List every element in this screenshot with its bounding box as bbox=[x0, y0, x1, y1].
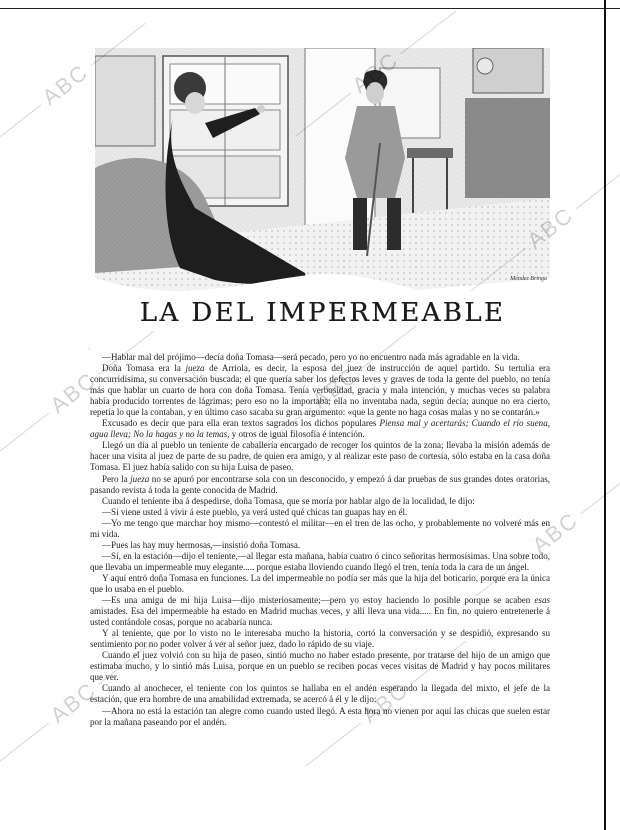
article-body bbox=[90, 352, 550, 728]
article-paragraph bbox=[90, 551, 550, 573]
text-run: y otros de igual filosofía é intención. bbox=[229, 429, 365, 440]
text-run: —Si viene usted á vivir á este pueblo, ya verá usted qué chicas tan guapas hay en él. bbox=[102, 506, 408, 517]
watermark: ABC bbox=[45, 676, 102, 729]
watermark: ABC bbox=[522, 201, 579, 254]
text-run: amistades. Esa del impermeable ha estado en Madrid muchas veces, y allí lleva una vida..... En fin, no quiero entretenerle á usted contándole cosas, porque no acabaría nunca. bbox=[90, 606, 550, 628]
article-paragraph bbox=[90, 363, 550, 418]
text-run: Excusado es decir que para ella eran textos sagrados los dichos populares bbox=[102, 418, 380, 429]
illustration-signature: Méndez Bringa bbox=[510, 276, 547, 282]
article-paragraph bbox=[90, 573, 550, 595]
text-run: —Es una amiga de mi hija Luisa—dijo misteriosamente;—pero yo estoy haciendo lo posible porque se acaben bbox=[102, 595, 535, 606]
article-paragraph bbox=[90, 474, 550, 496]
watermark: ABC bbox=[307, 361, 364, 414]
engraving-illustration-icon bbox=[95, 48, 550, 320]
article-title: LA DEL IMPERMEABLE bbox=[139, 298, 506, 328]
italic-run: Piensa mal y acertarás; Cuando el río suena, agua lleva; No la hagas y no la temas, bbox=[90, 418, 550, 440]
article-paragraph bbox=[90, 706, 550, 728]
text-run: Pero la bbox=[102, 473, 131, 484]
text-run: Llegó un día al pueblo un teniente de caballería encargado de recoger los quintos de la zona; llevaba la misión además de hacer una visita al juez de parte de su padre, de quien era amigo, y al realizar este paso de cortesía, sólo estaba en la casa doña Tomasa. El juez había salido con su hija Luisa de paseo. bbox=[90, 440, 550, 473]
text-run: —Ahora no está la estación tan alegre como cuando usted llegó. A esta hora no vienen por aquí las chicas que suelen estar por la mañana paseando por el andén. bbox=[90, 705, 550, 727]
article-paragraph bbox=[90, 683, 550, 705]
text-run: no se apuró por encontrarse sola con un desconocido, y empezó á dar pruebas de sus grandes dotes oratorias, pasando revista á toda la gente conocida de Madrid. bbox=[90, 473, 550, 495]
page-right-edge bbox=[604, 0, 606, 830]
article-paragraph bbox=[90, 507, 550, 518]
margin-mark: - bbox=[88, 346, 90, 352]
watermark: ABC bbox=[37, 58, 94, 111]
text-run: Y al teniente, que por lo visto no le interesaba mucho la historia, cortó la conversación y se despidió, expresando su sentimiento por no poder volver á ver al señor juez, dado lo rápido de su viaje. bbox=[90, 628, 550, 650]
article-paragraph bbox=[90, 540, 550, 551]
text-run: —Sí, en la estación—dijo el teniente,—al llegar esta mañana, había cuatro ó cinco señoritas hermosísimas. Una sobre todo, que llevaba un impermeable muy elegante..... porque estaba lloviendo cuando llegó el tren, tenía toda la cara de un ángel. bbox=[90, 550, 550, 572]
text-run: de Arriola, es decir, la esposa del juez de instrucción de aquel partido. Su tertulia era concurridísima, su conversación buscada; el que quería saber los defectos leves y graves de toda la gente del pueblo, no tenía más que hablar un cuarto de hora con doña Tomasa. Tenía verbosidad, gracia y mala intención, y muchas veces su palabra había producido torrentes de lágrimas; pero eso no la importaba; ella no inventaba nada, según decía; aunque no era cierto, repetía lo que la contaban, y en último caso sacaba su gran argumento: «que la gente no haga cosas malas y no se contarán.» bbox=[90, 363, 550, 418]
italic-run: jueza bbox=[185, 363, 205, 374]
article-paragraph bbox=[90, 650, 550, 683]
text-run: —Hablar mal del prójimo—decía doña Tomasa—será pecado, pero yo no encuentro nada más agradable en la vida. bbox=[102, 352, 520, 362]
text-run: Y aquí entró doña Tomasa en funciones. La del impermeable no podía ser más que la hija del boticario, porque era la única que lo usaba en el pueblo. bbox=[90, 572, 550, 594]
text-run: Cuando el teniente iba á despedirse, doña Tomasa, que se moría por hablar algo de la localidad, le dijo: bbox=[102, 495, 475, 506]
italic-run: jueza bbox=[130, 473, 150, 484]
article-paragraph bbox=[90, 595, 550, 628]
text-run: Cuando al anochecer, el teniente con los quintos se hallaba en el andén esperando la llegada del mixto, el jefe de la estación, que era hombre de una amabilidad extremada, se acercó á él y le dijo: bbox=[90, 683, 550, 705]
page-top-edge bbox=[0, 8, 620, 9]
header-illustration bbox=[95, 48, 550, 320]
article-paragraph bbox=[90, 628, 550, 650]
text-run: Doña Tomasa era la bbox=[102, 363, 186, 374]
article-paragraph bbox=[90, 496, 550, 507]
watermark: ABC bbox=[357, 676, 414, 729]
watermark: ABC bbox=[527, 506, 584, 559]
article-paragraph bbox=[90, 418, 550, 440]
text-run: Cuando el juez volvió con su hija de paseo, sintió mucho no haber estado presente, por tratarse del hijo de un amigo que estimaba mucho, y lo sintió más Luisa, porque en un pueblo se reciben pocas veces visitas de Madrid y hay pocos militares que ver. bbox=[90, 650, 550, 683]
text-run: —Yo me tengo que marchar hoy mismo—contestó el militar—en el tren de las ocho, y probablemente no volveré más en mi vida. bbox=[90, 517, 550, 539]
article-paragraph bbox=[90, 518, 550, 540]
article-paragraph bbox=[90, 440, 550, 473]
watermark: ABC bbox=[45, 366, 102, 419]
text-run: —Pues las hay muy hermosas,—insistió doña Tomasa. bbox=[102, 539, 301, 550]
italic-run: esas bbox=[534, 595, 550, 606]
article-paragraph bbox=[90, 352, 550, 363]
